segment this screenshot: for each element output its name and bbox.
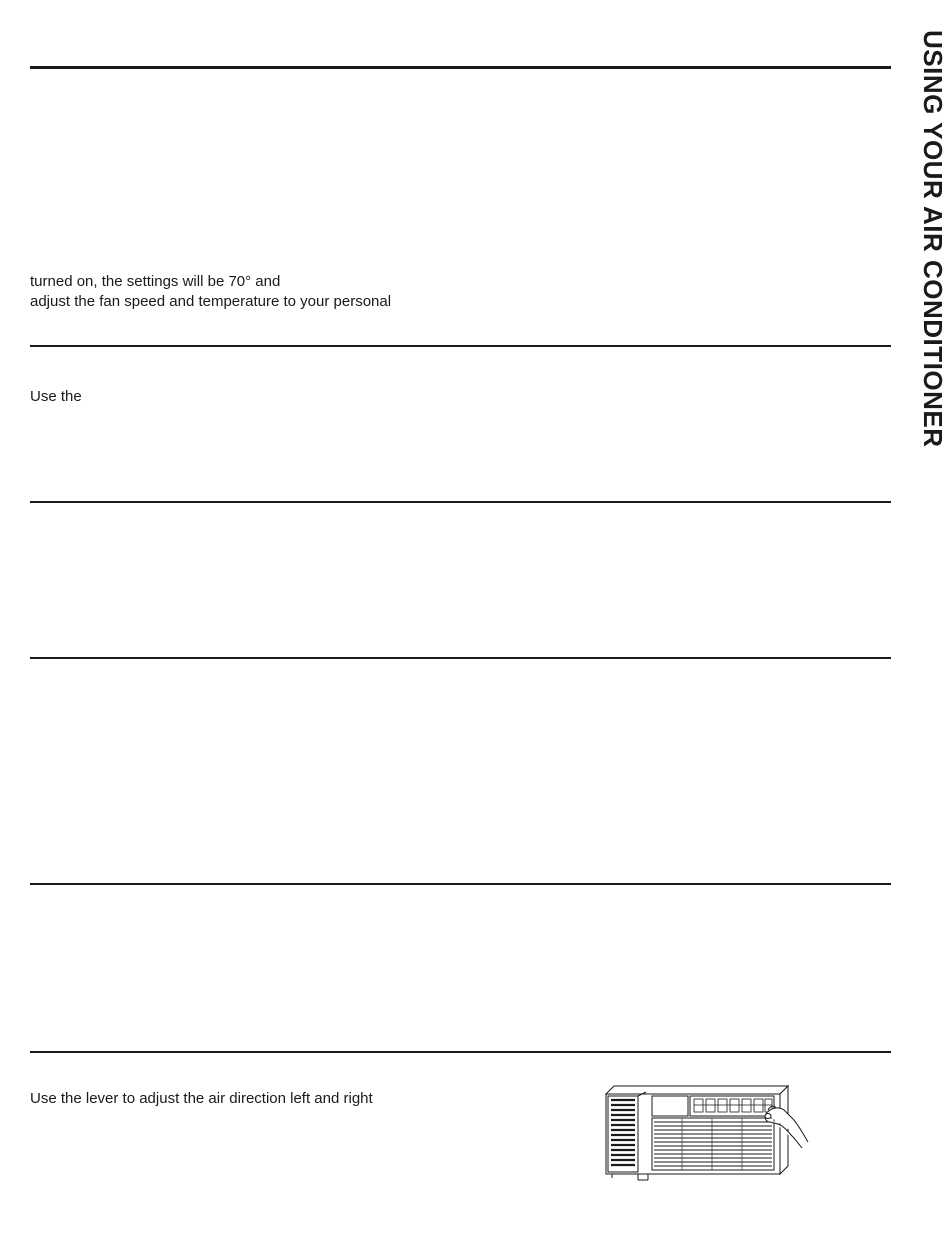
use-the-text: Use the bbox=[30, 388, 82, 405]
air-direction-text: Use the lever to adjust the air direction left and right bbox=[30, 1090, 373, 1107]
section-divider-5 bbox=[30, 883, 891, 885]
section-divider-2 bbox=[30, 345, 891, 347]
section-divider-top bbox=[30, 66, 891, 69]
section-divider-4 bbox=[30, 657, 891, 659]
power-on-line-1: turned on, the settings will be 70° and bbox=[30, 273, 281, 290]
section-divider-6 bbox=[30, 1051, 891, 1053]
section-divider-3 bbox=[30, 501, 891, 503]
power-on-line-2: adjust the fan speed and temperature to your personal bbox=[30, 293, 392, 310]
air-conditioner-illustration-icon bbox=[598, 1080, 813, 1192]
side-title: USING YOUR AIR CONDITIONER bbox=[918, 30, 948, 448]
